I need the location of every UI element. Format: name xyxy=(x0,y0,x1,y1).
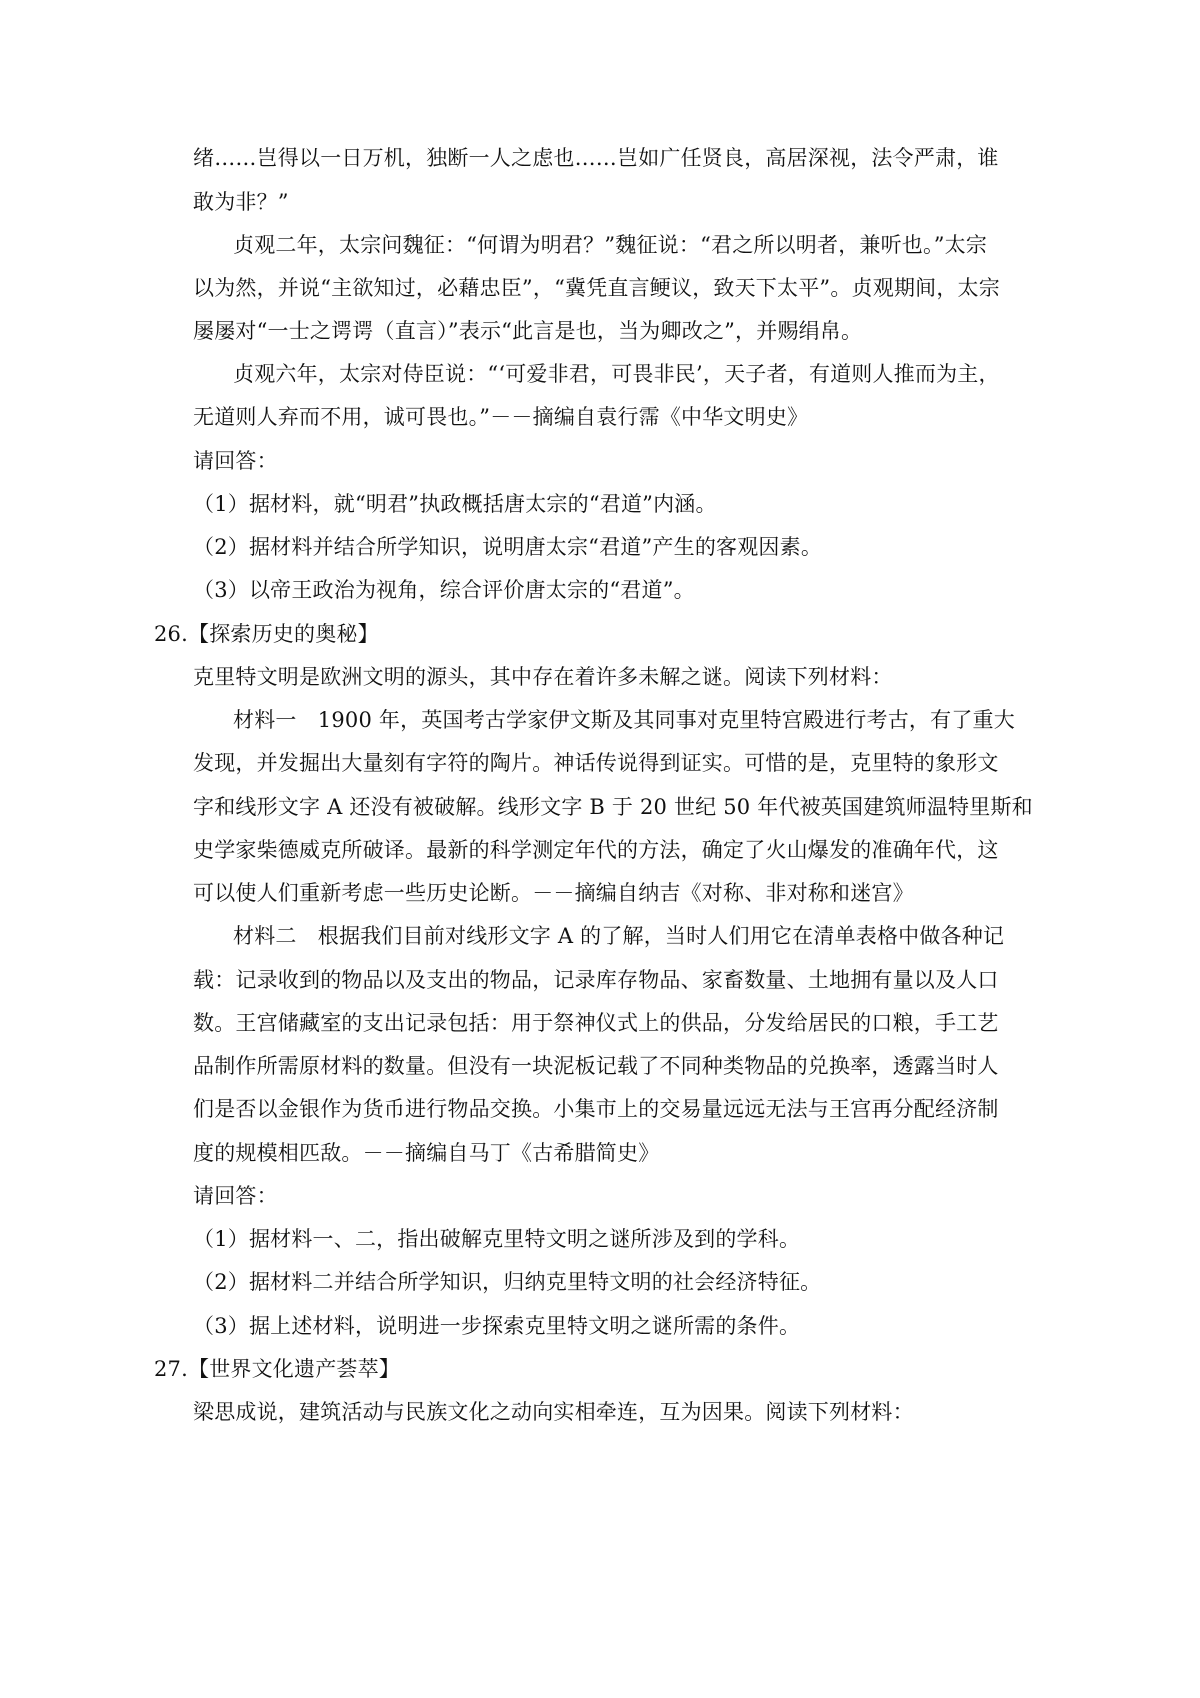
q26-header: 26.【探索历史的奥秘】 xyxy=(154,622,379,646)
q26-material2-line1: 材料二 根据我们目前对线形文字 A 的了解，当时人们用它在清单表格中做各种记 xyxy=(233,924,1005,948)
q27-intro: 梁思成说，建筑活动与民族文化之动向实相牵连，互为因果。阅读下列材料： xyxy=(193,1400,914,1424)
q25-paragraph3-line2: 无道则人弃而不用，诚可畏也。”－－摘编自袁行霈《中华文明史》 xyxy=(193,405,809,429)
q25-paragraph2-line1: 贞观二年，太宗问魏征：“何谓为明君？”魏征说：“君之所以明者，兼听也。”太宗 xyxy=(233,233,988,257)
q25-paragraph2-line3: 屡屡对“一士之谔谔（直言）”表示“此言是也，当为卿改之”，并赐绢帛。 xyxy=(193,319,863,343)
q26-subquestion-1: （1）据材料一、二，指出破解克里特文明之谜所涉及到的学科。 xyxy=(193,1227,801,1251)
q26-subquestion-3: （3）据上述材料，说明进一步探索克里特文明之谜所需的条件。 xyxy=(193,1314,801,1338)
q25-subquestion-3: （3）以帝王政治为视角，综合评价唐太宗的“君道”。 xyxy=(193,578,695,602)
q26-material2-line6: 度的规模相匹敌。－－摘编自马丁《古希腊简史》 xyxy=(193,1141,660,1165)
q27-header: 27.【世界文化遗产荟萃】 xyxy=(154,1357,400,1381)
q26-material1-line5: 可以使人们重新考虑一些历史论断。－－摘编自纳吉《对称、非对称和迷宫》 xyxy=(193,881,914,905)
q26-material1-line2: 发现，并发掘出大量刻有字符的陶片。神话传说得到证实。可惜的是，克里特的象形文 xyxy=(193,751,999,775)
q26-material1-line1: 材料一 1900 年，英国考古学家伊文斯及其同事对克里特宫殿进行考古，有了重大 xyxy=(233,708,1015,732)
q25-material-continued-line2: 敢为非？” xyxy=(193,190,289,214)
q26-intro: 克里特文明是欧洲文明的源头，其中存在着许多未解之谜。阅读下列材料： xyxy=(193,665,893,689)
q26-material1-line3: 字和线形文字 A 还没有被破解。线形文字 B 于 20 世纪 50 年代被英国建筑师温特里斯和 xyxy=(193,795,1033,819)
q26-please-answer: 请回答： xyxy=(193,1184,278,1208)
q25-subquestion-2: （2）据材料并结合所学知识，说明唐太宗“君道”产生的客观因素。 xyxy=(193,535,823,559)
q26-material2-line5: 们是否以金银作为货币进行物品交换。小集市上的交易量远远无法与王宫再分配经济制 xyxy=(193,1097,999,1121)
q26-material1-line4: 史学家柴德威克所破译。最新的科学测定年代的方法，确定了火山爆发的准确年代，这 xyxy=(193,838,999,862)
q26-material2-line2: 载：记录收到的物品以及支出的物品，记录库存物品、家畜数量、土地拥有量以及人口 xyxy=(193,968,999,992)
q26-material2-line4: 品制作所需原材料的数量。但没有一块泥板记载了不同种类物品的兑换率，透露当时人 xyxy=(193,1054,999,1078)
q25-please-answer: 请回答： xyxy=(193,449,278,473)
q25-paragraph2-line2: 以为然，并说“主欲知过，必藉忠臣”，“冀凭直言鲠议，致天下太平”。贞观期间，太宗 xyxy=(193,276,1000,300)
q25-paragraph3-line1: 贞观六年，太宗对侍臣说：“‘可爱非君，可畏非民’，天子者，有道则人推而为主， xyxy=(233,362,1000,386)
q26-subquestion-2: （2）据材料二并结合所学知识，归纳克里特文明的社会经济特征。 xyxy=(193,1270,822,1294)
q25-material-continued-line1: 绪……岂得以一日万机，独断一人之虑也……岂如广任贤良，高居深视，法令严肃，谁 xyxy=(193,146,999,170)
q25-subquestion-1: （1）据材料，就“明君”执政概括唐太宗的“君道”内涵。 xyxy=(193,492,717,516)
q26-material2-line3: 数。王宫储藏室的支出记录包括：用于祭神仪式上的供品，分发给居民的口粮，手工艺 xyxy=(193,1011,999,1035)
